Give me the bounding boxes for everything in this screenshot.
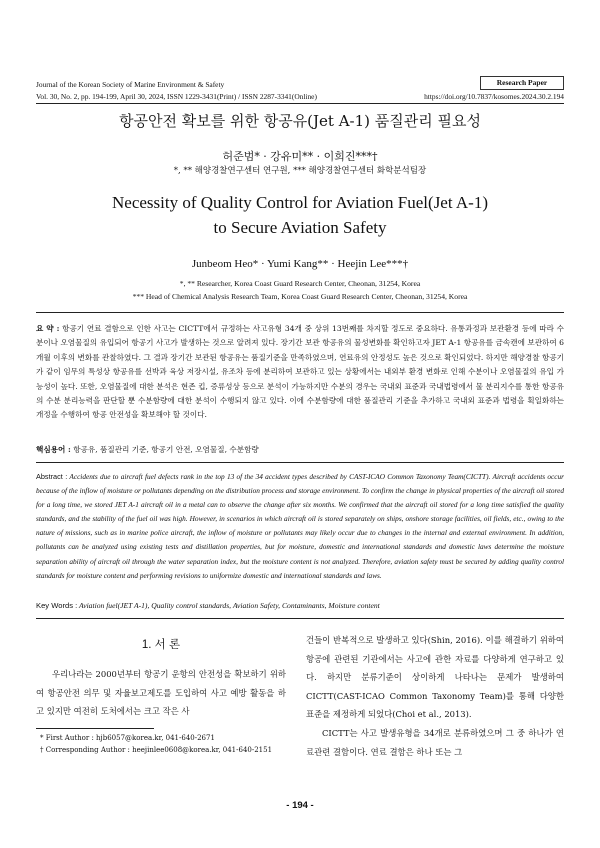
korean-affiliation: *, ** 해양경찰연구센터 연구원, *** 해양경찰연구센터 화학분석팀장 bbox=[173, 166, 427, 176]
body-paragraph-right-2-text: CICTT는 사고 발생유형을 34개로 분류하였으며 그 중 하나가 연료관련 결함이다. 연료 결함은 하나 또는 그 bbox=[306, 727, 564, 757]
english-title-line2: to Secure Aviation Safety bbox=[213, 218, 387, 237]
korean-keywords-label: 핵심용어 : bbox=[36, 445, 71, 454]
english-keywords-text: Aviation fuel(JET A-1), Quality control standards, Aviation Safety, Contaminants, Moisture content bbox=[78, 601, 380, 610]
footnote-corresponding-author: † Corresponding Author : heejinlee0608@korea.kr, 041-640-2151 bbox=[40, 746, 273, 754]
body-paragraph-left: 우리나라는 2000년부터 항공기 운항의 안전성을 확보하기 위하여 항공안전 의무 및 자율보고제도를 도입하여 사고 예방 활동을 하고 있지만 여전히 도처에서는 크고 작은 사 bbox=[36, 669, 286, 717]
korean-abstract-label: 요 약 : bbox=[36, 324, 60, 333]
article-type-badge: Research Paper bbox=[480, 76, 564, 90]
abstract-top-divider bbox=[36, 312, 564, 313]
header-divider bbox=[36, 103, 564, 104]
english-authors: Junbeom Heo* · Yumi Kang** · Heejin Lee***† bbox=[191, 258, 409, 270]
footnote-divider bbox=[36, 728, 154, 729]
body-left-column bbox=[36, 665, 286, 721]
body-right-column bbox=[306, 631, 564, 761]
abstract-mid-divider bbox=[36, 462, 564, 463]
korean-keywords bbox=[36, 444, 564, 455]
english-affiliation-1: *, ** Researcher, Korea Coast Guard Research Center, Cheonan, 31254, Korea bbox=[179, 279, 421, 288]
korean-authors: 허준범* · 강유미** · 이희진***† bbox=[222, 150, 378, 163]
page-number: - 194 - bbox=[286, 800, 314, 811]
english-keywords-label: Key Words : bbox=[36, 601, 78, 610]
body-paragraph-right-1: 건들이 반복적으로 발생하고 있다(Shin, 2016). 이를 해결하기 위하여 항공에 관련된 기관에서는 사고에 관한 자료를 다양하게 연구하고 있다. 하지만 분류기준이 상이하게 나타나는 문제가 발생하여 CICTT(CAST-ICAO Common Taxonomy Team)를 통해 다양한 표준을 제정하게 되었다(Choi et al., 2013). bbox=[306, 635, 564, 720]
body-paragraph-right-2 bbox=[306, 724, 564, 761]
korean-title: 항공안전 확보를 위한 항공유(Jet A-1) 품질관리 필요성 bbox=[119, 112, 481, 130]
footnote-first-author: * First Author : hjb6057@korea.kr, 041-640-2671 bbox=[40, 734, 215, 742]
english-keywords bbox=[36, 601, 564, 610]
english-abstract bbox=[36, 470, 564, 583]
korean-abstract bbox=[36, 322, 564, 423]
english-affiliation-2: *** Head of Chemical Analysis Research Team, Korea Coast Guard Research Center, Cheonan, 31254, Korea bbox=[132, 292, 468, 301]
korean-abstract-text: 항공기 연료 결함으로 인한 사고는 CICTT에서 규정하는 사고유형 34개 중 상위 13번째를 차지할 정도로 중요하다. 유통과정과 보관환경 등에 따라 수분이나 오염물질의 유입되어 항공기 사고가 발생하는 것으로 알려져 있다. 장기간 보관 항공유의 물성변화를 확인하고자 JET A-1 항공유를 금속캔에 보관하여 6개월 이후의 변화를 관찰하였다. 그 결과 장기간 보관된 항공유는 품질기준을 만족하였으며, 연료유의 안정성도 높은 것으로 확인되었다. 하지만 해양경찰 항공기가 같이 임무의 특성상 항공유를 선박과 육상 저장시설, 유조차 등에 분리하여 보관하고 있는 상황에서는 내외부 환경 변화로 인해 수분이나 오염물질의 유입 가능성이 높다. 또한, 오염물질에 대한 분석은 현존 킵, 증류성상 등으로 분석이 가능하지만 수분의 경우는 국내외 표준과 국내법령에서 물 분리지수를 통한 항공유의 수분 분리능력을 판단할 뿐 수분함량에 대한 분석이 수행되지 않고 있다. 이에 수분함량에 대한 품질관리 기준을 추가하고 국내외 표준과 법령을 획일화하는 개정을 수행하여 항공 안전성을 확보해야 할 것이다. bbox=[36, 324, 564, 420]
volume-info: Vol. 30, No. 2, pp. 194-199, April 30, 2024, ISSN 1229-3431(Print) / ISSN 2287-3341(Online) bbox=[36, 92, 317, 101]
section-heading-introduction: 1. 서 론 bbox=[141, 639, 181, 651]
english-abstract-text: Accidents due to aircraft fuel defects rank in the top 13 of the 34 accident types described by CAST-ICAO Common Taxonomy Team(CICTT). Aircraft accidents occur because of the inflow of moisture or pollutants depending on the distribution process and storage environment. To confirm the change in physical properties of the aircraft oil stored for a long time, we stored JET A-1 aircraft oil in a metal can to observe the change after six months. We confirmed that the aircraft oil stored for a long time satisfied the quality standards, and the stability of the fuel oil was high. However, in scenarios in which aircraft oil is stored separately on ships, onshore storage facilities, oil fields, etc., owing to the nature of missions, such as in marine police aircraft, the inflow of moisture or pollutants may likely occur due to changes in the internal and external environment. In addition, pollutants can be analyzed using existing tests and distillation properties, but for moisture, domestic and international standards and domestic laws determine the moisture separation ability of aircraft oil through the water separation index, but the moisture content is not analyzed. Therefore, aviation safety must be secured by adding quality control standards for moisture content and performing revisions to uniformize domestic and international standards and laws. bbox=[36, 472, 564, 580]
korean-keywords-text: 항공유, 품질관리 기준, 항공기 안전, 오염물질, 수분함량 bbox=[73, 445, 259, 454]
english-title-line1: Necessity of Quality Control for Aviation Fuel(Jet A-1) bbox=[112, 193, 488, 212]
english-abstract-label: Abstract : bbox=[36, 472, 68, 481]
doi-link[interactable]: https://doi.org/10.7837/kosomes.2024.30.2.194 bbox=[424, 92, 564, 101]
abstract-bottom-divider bbox=[36, 618, 564, 619]
journal-name: Journal of the Korean Society of Marine Environment & Safety bbox=[36, 80, 225, 89]
